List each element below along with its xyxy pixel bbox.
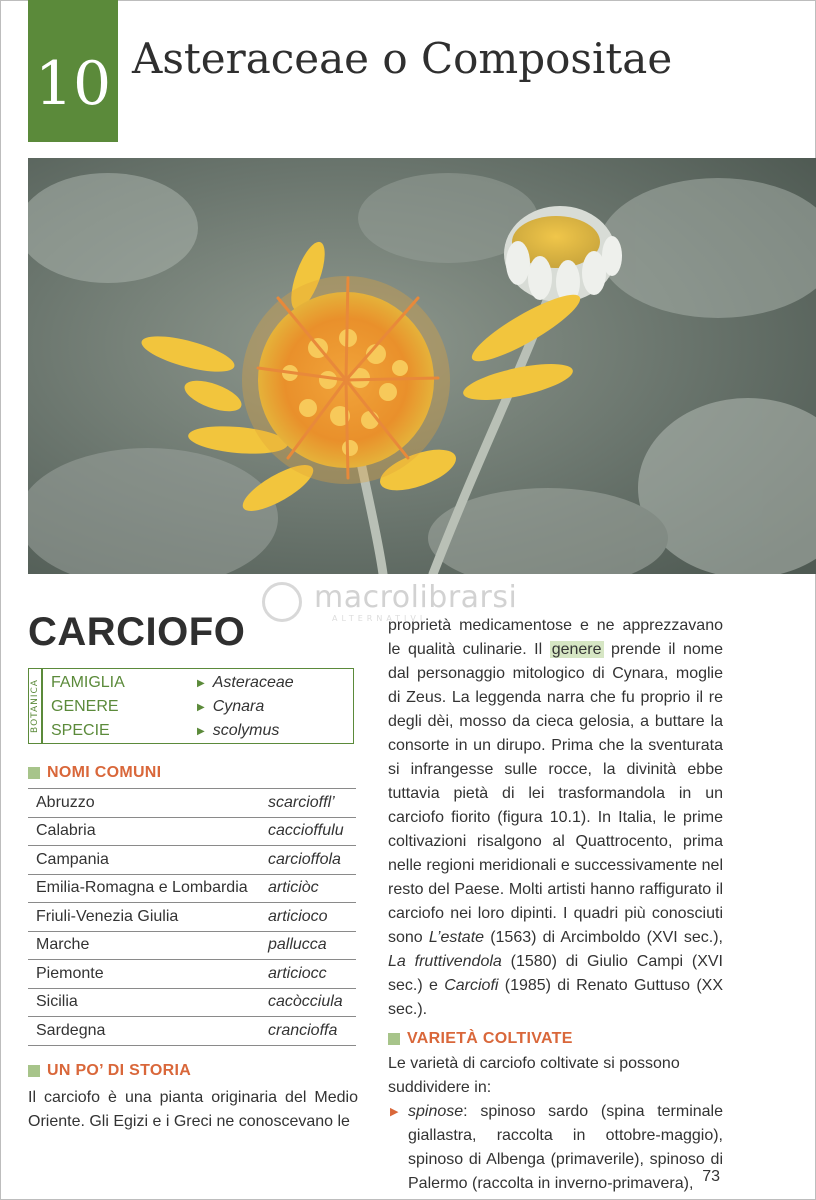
botanica-value: Cynara bbox=[212, 698, 265, 715]
highlight-term: genere bbox=[551, 641, 602, 658]
varieta-heading bbox=[388, 1030, 723, 1048]
arrow-icon: ▶ bbox=[197, 701, 205, 713]
botanica-tab-label: BOTANICA bbox=[30, 679, 40, 733]
chapter-title: Asteraceae o Compositae bbox=[132, 34, 673, 83]
painting-title: La fruttivendola bbox=[388, 953, 502, 970]
flower-photo bbox=[28, 158, 816, 574]
botanica-row bbox=[43, 671, 353, 695]
table-row bbox=[28, 1017, 356, 1046]
nomi-comuni-heading bbox=[28, 764, 358, 782]
region-cell: Calabria bbox=[36, 822, 96, 840]
table-row bbox=[28, 932, 356, 961]
right-column bbox=[388, 614, 723, 1196]
botanica-tab bbox=[28, 668, 42, 744]
region-cell: Emilia-Romagna e Lombardia bbox=[36, 879, 248, 897]
name-cell: crancioffa bbox=[268, 1021, 338, 1039]
painting-details: (1985) di Renato Guttuso (XX sec.). bbox=[388, 977, 723, 1018]
nomi-comuni-table bbox=[28, 788, 356, 1046]
table-row bbox=[28, 875, 356, 904]
name-cell: articioco bbox=[268, 907, 328, 925]
painting-title: L’estate bbox=[428, 929, 485, 946]
table-row bbox=[28, 989, 356, 1018]
name-cell: pallucca bbox=[268, 936, 327, 954]
storia-heading bbox=[28, 1062, 358, 1080]
region-cell: Campania bbox=[36, 850, 109, 868]
name-cell: cacòcciula bbox=[268, 993, 343, 1011]
storia-text: proprietà medicamentose e ne apprezzavano le qualità culinarie. Il bbox=[388, 617, 723, 658]
bullet-term: spinose bbox=[408, 1103, 464, 1120]
name-cell: carcioffola bbox=[268, 850, 341, 868]
main-title: CARCIOFO bbox=[28, 610, 246, 654]
region-cell: Abruzzo bbox=[36, 793, 95, 811]
name-cell: articiocc bbox=[268, 964, 327, 982]
table-row bbox=[28, 846, 356, 875]
storia-paragraph-left: Il carciofo è una pianta originaria del Medio Oriente. Gli Egizi e i Greci ne conoscevano le bbox=[28, 1088, 358, 1130]
painting-title: Carciofi bbox=[444, 977, 499, 994]
botanica-value: scolymus bbox=[212, 722, 280, 739]
name-cell: scarcioffl’ bbox=[268, 793, 335, 811]
name-cell: articiòc bbox=[268, 879, 319, 897]
botanica-value: Asteraceae bbox=[212, 674, 294, 691]
painting-details: (1580) di Giulio Campi (XVI sec.) e bbox=[388, 953, 723, 994]
page-number: 73 bbox=[702, 1168, 720, 1185]
chapter-number: 10 bbox=[34, 49, 112, 119]
arrow-icon: ▶ bbox=[197, 677, 205, 689]
table-row bbox=[28, 789, 356, 818]
region-cell: Sardegna bbox=[36, 1021, 106, 1039]
storia-text: prende il nome dal personaggio mitologico di Cynara, moglie di Zeus. La leggenda narra che fu proprio il re degli dèi, mosso da cieca gelosia, a buttare la consorte in un dirupo. Prima che la sventurata si infrangesse sulle rocce, la divinità ebbe tuttavia pietà di lei trasformandola in un carciofo fiorito (figura 10.1). In Italia, le prime coltivazioni risalgono al Quattrocento, prima nelle regioni meridionali e successivamente nel resto del Paese. Molti artisti hanno raffigurato il carciofo nei loro dipinti. I quadri più conosciuti sono bbox=[388, 641, 724, 946]
varieta-intro: Le varietà di carciofo coltivate si possono suddividere in: bbox=[388, 1055, 680, 1096]
botanica-label: GENERE bbox=[51, 698, 119, 715]
table-row bbox=[28, 960, 356, 989]
storia-heading-text: UN PO’ DI STORIA bbox=[47, 1061, 192, 1079]
watermark-text: macrolibrarsi bbox=[314, 580, 518, 615]
name-cell: caccioffulu bbox=[268, 822, 344, 840]
nomi-comuni-heading-text: NOMI COMUNI bbox=[47, 764, 162, 781]
botanica-row bbox=[43, 719, 353, 743]
watermark-subtext: ALTERNATIVI bbox=[332, 614, 427, 623]
botanica-label: FAMIGLIA bbox=[51, 674, 125, 691]
region-cell: Piemonte bbox=[36, 964, 104, 982]
region-cell: Marche bbox=[36, 936, 90, 954]
arrow-icon: ▶ bbox=[197, 725, 205, 737]
botanica-row bbox=[43, 695, 353, 719]
square-bullet-icon bbox=[388, 1033, 400, 1045]
storia-paragraph-right bbox=[388, 614, 723, 1022]
table-row bbox=[28, 903, 356, 932]
left-column bbox=[28, 610, 358, 1134]
square-bullet-icon bbox=[28, 1065, 40, 1077]
varieta-bullet bbox=[388, 1100, 723, 1196]
botanica-table bbox=[42, 668, 354, 744]
region-cell: Sicilia bbox=[36, 993, 78, 1011]
chapter-number-box bbox=[28, 0, 118, 142]
botanica-box bbox=[28, 668, 358, 744]
region-cell: Friuli-Venezia Giulia bbox=[36, 907, 179, 925]
varieta-heading-text: VARIETÀ COLTIVATE bbox=[407, 1030, 573, 1047]
botanica-label: SPECIE bbox=[51, 722, 110, 739]
table-row bbox=[28, 818, 356, 847]
square-bullet-icon bbox=[28, 767, 40, 779]
painting-details: (1563) di Arcimboldo (XVI sec.), bbox=[490, 929, 723, 946]
bullet-text: : spinoso sardo (spina terminale giallastra, raccolta in ottobre-maggio), spinoso di Albenga (primaverile), spinoso di Palermo (raccolta in inverno-primavera), bbox=[408, 1103, 723, 1192]
triangle-bullet-icon: ▶ bbox=[390, 1106, 399, 1118]
